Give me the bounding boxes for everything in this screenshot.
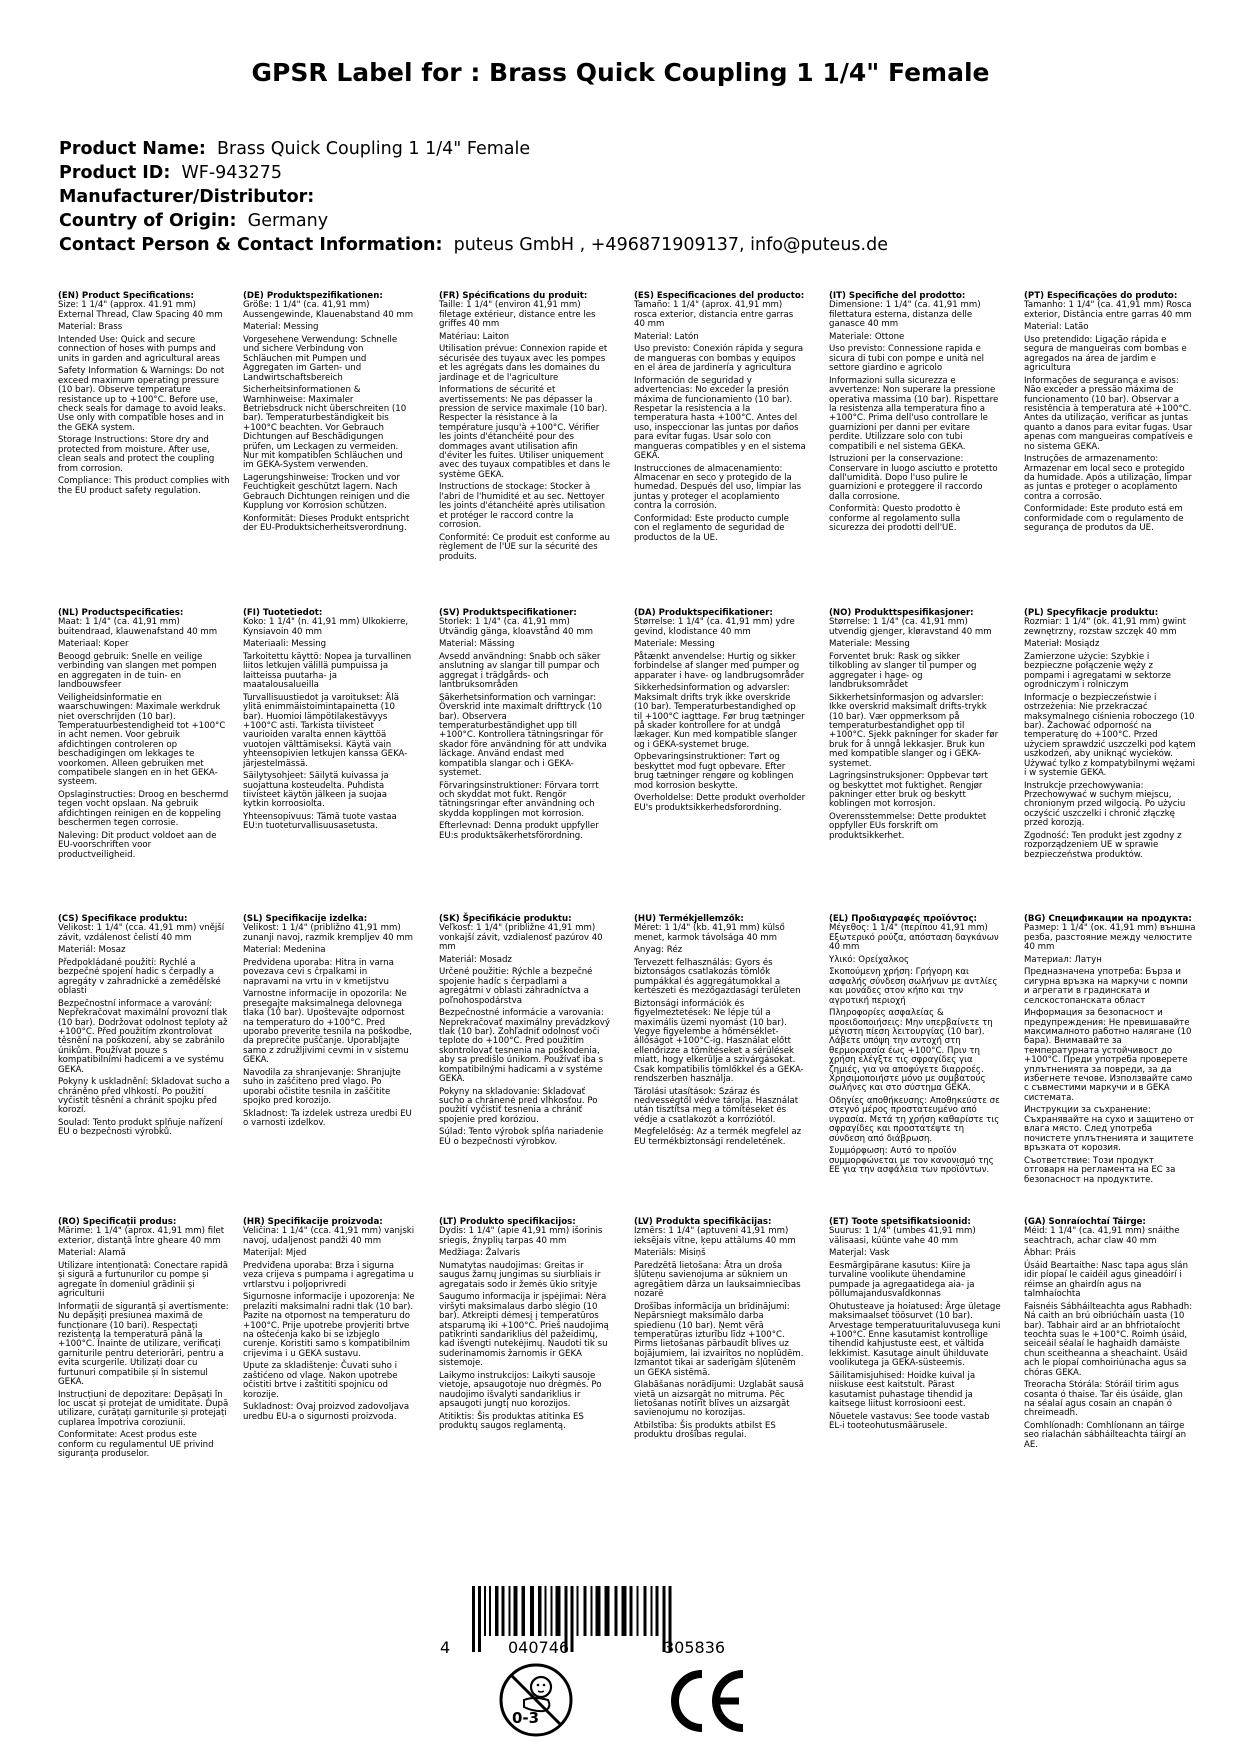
language-heading: (PL) Specyfikacje produktu: [1024,608,1159,618]
spec-paragraph: Conformidade: Este produto está em conformidade com o regulamento de segurança de produtos da UE. [1024,504,1184,534]
manufacturer-label: Manufacturer/Distributor: [59,187,315,207]
language-heading: (HU) Termékjellemzők: [634,914,744,924]
spec-paragraph: Материал: Латун [1024,954,1102,965]
barcode-bar [489,1586,491,1636]
spec-paragraph: Paredzētā lietošana: Ātra un droša šļūteņu savienojuma ar sūkniem un agregātiem dārza un lauksaimniecības nozarē [634,1261,801,1300]
spec-paragraph: Turvallisuustiedot ja varoitukset: Älä ylitä enimmäistoimintapainetta (10 bar). Huomioi lämpötilakestävyys +100°C asti. Tarkista tiivisteet vaurioiden varalta ennen käyttöä vuotojen välttämiseksi. Käytä vain yhteensopivien letkujen kanssa GEKA-järjestelmässä. [243,692,408,769]
spec-paragraph: Materiaali: Messing [243,639,327,650]
spec-paragraph: Yhteensopivuus: Tämä tuote vastaa EU:n tuoteturvallisuusasetusta. [243,812,397,832]
spec-paragraph: Numatytas naudojimas: Greitas ir saugus žarnų jungimas su siurbliais ir agregatais sodo ir žemės ūkio srityje [439,1261,601,1290]
barcode-bar [630,1586,633,1636]
spec-paragraph: Tarkoitettu käyttö: Nopea ja turvallinen liitos letkujen välillä pumpuissa ja laitteissa puutarha- ja maatalousalueilla [243,652,412,691]
spec-paragraph: Uso previsto: Connessione rapida e sicura di tubi con pompe e unità nel settore giardino e agricolo [829,344,985,374]
language-heading: (IT) Specifiche del prodotto: [829,291,966,301]
spec-paragraph: Material: Messing [243,322,319,333]
product-name-value: Brass Quick Coupling 1 1/4" Female [217,139,531,159]
language-block-ga [1024,1218,1196,1453]
barcode-bar [509,1586,511,1636]
spec-paragraph: Intended Use: Quick and secure connection of hoses with pumps and units in garden and agricultural areas [58,335,220,364]
language-heading: (BG) Спецификации на продукта: [1024,914,1192,924]
spec-paragraph: Materiale: Messing [634,639,715,650]
barcode-bar [637,1586,639,1636]
barcode-group-2: 305836 [664,1638,726,1657]
spec-paragraph: Σκοπούμενη χρήση: Γρήγορη και ασφαλής σύνδεση σωλήνων με αντλίες και μονάδες στον κήπο και την αγροτική περιοχή [829,967,998,1006]
language-block-sv [439,609,611,844]
spec-paragraph: Tamaño: 1 1/4" (aprox. 41,91 mm) rosca exterior, distancia entre garras 40 mm [634,300,794,330]
spec-paragraph: Предназначена употреба: Бърза и сигурна връзка на маркучи с помпи и агрегати в градинската и селскостопанската област [1024,967,1188,1006]
spec-paragraph: Instrucciones de almacenamiento: Almacenar en seco y protegido de la humedad. Después del uso, limpiar las juntas y proteger el acoplamiento contra la corrosión. [634,463,802,512]
spec-paragraph: Ábhar: Práis [1024,1248,1076,1259]
spec-paragraph: Atbilstība: Šis produkts atbilst ES produktu drošības regulai. [634,1421,776,1441]
language-heading: (NO) Produkttspesifikasjoner: [829,608,974,618]
barcode-bar [514,1586,518,1636]
spec-paragraph: Treoracha Stórála: Stóráil tirim agus cosanta ó thaise. Tar éis úsáide, glan na séalaí agus cosain an cnapán ó chreimeadh. [1024,1380,1183,1419]
spec-paragraph: Material: Brass [58,322,123,333]
language-block-it [829,292,1001,537]
spec-paragraph: Material: Mässing [439,639,515,650]
country-row [59,209,888,233]
barcode-bar [577,1586,579,1636]
barcode [440,1586,800,1656]
language-heading: (FR) Spécifications du produit: [439,291,588,301]
language-heading: (DA) Produktspecifikationer: [634,608,773,618]
spec-paragraph: Nõuetele vastavus: See toode vastab EL-i tooteohutusmäärusele. [829,1411,990,1432]
language-block-en [58,292,230,499]
spec-paragraph: Avsedd användning: Snabb och säker anslutning av slangar till pumpar och aggregat i trädgårds- och lantbruksområden [439,652,601,691]
contact-row [59,233,888,257]
language-heading: (DE) Produktspezifikationen: [243,291,383,301]
barcode-bar [522,1586,526,1636]
country-label: Country of Origin: [59,211,237,231]
spec-paragraph: Drošības informācija un brīdinājumi: Nepārsniegt maksimālo darba spiedienu (10 bar). Ņemt vērā temperatūras izturību līdz +100°C. Pirms lietošanas pārbaudīt blīves uz bojājumiem, lai izvairītos no noplūdēm. Izmantot tikai ar saderīgām šļūtenēm un GEKA sistēmā. [634,1301,804,1378]
spec-paragraph: Sukladnost: Ovaj proizvod zadovoljava uredbu EU-a o sigurnosti proizvoda. [243,1402,410,1422]
spec-paragraph: Biztonsági információk és figyelmeztetések: Ne lépje túl a maximális üzemi nyomást (10 bar). Vegye figyelembe a hőmérséklet-állóságot +100°C-ig. Használat előtt ellenőrizze a tömítéseket a sérülések miatt, hogy elkerülje a szivárgásokat. Csak kompatibilis tömlőkkel és a GEKA-rendszerben használja. [634,998,804,1085]
spec-paragraph: Πληροφορίες ασφαλείας & προειδοποιήσεις: Μην υπερβαίνετε τη μέγιστη πίεση λειτουργίας (10 bar). Λάβετε υπόψη την αντοχή στη θερμοκρασία έως +100°C. Πριν τη χρήση ελέγξτε τις σφραγίδες για ζημιές, για να αποφύγετε διαρροές. Χρησιμοποιήστε μόνο με συμβατούς σωλήνες και στο σύστημα GEKA. [829,1008,993,1094]
spec-paragraph: Conformità: Questo prodotto è conforme al regolamento sulla sicurezza dei prodotti dell'UE. [829,504,961,534]
spec-paragraph: Forventet bruk: Rask og sikker tilkobling av slanger til pumper og aggregater i hage- og landbruksområdet [829,652,977,691]
spec-paragraph: Medžiaga: Žalvaris [439,1248,520,1259]
spec-paragraph: Размер: 1 1/4" (ок. 41,91 mm) външна резба, разстояние между челюстите 40 mm [1024,923,1196,953]
spec-paragraph: Storage Instructions: Store dry and protected from moisture. After use, clean seals and protect the coupling from corrosion. [58,435,215,474]
spec-paragraph: Konformität: Dieses Produkt entspricht der EU-Produktsicherheitsverordnung. [243,513,410,534]
spec-paragraph: Uso previsto: Conexión rápida y segura de mangueras con bombas y equipos en el área de jardinería y agricultura [634,344,804,374]
spec-paragraph: Anyag: Réz [634,945,683,956]
barcode-bar [605,1586,610,1636]
spec-paragraph: Předpokládané použití: Rychlé a bezpečné spojení hadic s čerpadly a agregáty v zahradnické a zemědělské oblasti [58,958,221,997]
spec-paragraph: Lagerungshinweise: Trocken und vor Feuchtigkeit geschützt lagern. Nach Gebrauch Dichtungen reinigen und die Kupplung vor Korrosion schützen. [243,473,410,512]
spec-paragraph: Navodila za shranjevanje: Shranjujte suho in zaščiteno pred vlago. Po uporabi očistite tesnila in zaščitite spojko pred korozijo. [243,1067,401,1107]
spec-paragraph: Säilytysohjeet: Säilytä kuivassa ja suojattuna kosteudelta. Puhdista tiivisteet käytön jälkeen ja suojaa kytkin korroosiolta. [243,771,389,810]
spec-paragraph: Soulad: Tento produkt splňuje nařízení EU o bezpečnosti výrobků. [58,1118,223,1138]
spec-paragraph: Veličina: 1 1/4" (cca. 41,91 mm) vanjski navoj, udaljenost pandži 40 mm [243,1226,415,1246]
spec-paragraph: Información de seguridad y advertencias: No exceder la presión máxima de funcionamiento (10 bar). Respetar la resistencia a la temperatura hasta +100°C. Antes del uso, inspeccionar las juntas por daños para evitar fugas. Usar solo con mangueras compatibles y en el sistema GEKA. [634,375,806,462]
spec-paragraph: Laikymo instrukcijos: Laikyti sausoje vietoje, apsaugotoje nuo drėgmės. Po naudojimo išvalyti sandariklius ir apsaugoti jungtį nuo korozijos. [439,1370,602,1410]
language-block-el [829,915,1001,1179]
language-block-no [829,609,1001,844]
spec-paragraph: Vorgesehene Verwendung: Schnelle und sichere Verbindung von Schläuchen mit Pumpen und Aggregaten im Garten- und Landwirtschaftsbereich [243,335,398,383]
barcode-bar [530,1586,534,1636]
spec-paragraph: Predvidena uporaba: Hitra in varna povezava cevi s črpalkami in napravami na vrtu in v kmetijstvu [243,958,394,987]
spec-paragraph: Určené použitie: Rýchle a bezpečné spojenie hadíc s čerpadlami a agregátmi v oblasti záhradníctva a poľnohospodárstva [439,967,593,1006]
spec-paragraph: Materiale: Ottone [829,331,905,342]
spec-paragraph: Overensstemmelse: Dette produktet oppfyller EUs forskrift om produktsikkerhet. [829,812,987,841]
spec-paragraph: Súlad: Tento výrobok spĺňa nariadenie EÚ o bezpečnosti výrobkov. [439,1127,604,1147]
spec-paragraph: Informații de siguranță și avertismente: Nu depășiți presiunea maximă de funcționare (10 bari). Respectați rezistența la temperatură până la +100°C. Înainte de utilizare, verificați garniturile pentru deteriorări, pentru a evita scurgerile. Utilizați doar cu furtunuri compatibile și în sistemul GEKA. [58,1301,229,1388]
product-name-label: Product Name: [59,139,206,159]
spec-paragraph: Инструкции за съхранение: Съхранявайте на сухо и защитено от влага място. След употреба почистете уплътненията и защитете връзката от корозия. [1024,1105,1195,1154]
language-heading: (EL) Προδιαγραφές προϊόντος: [829,914,977,924]
spec-paragraph: Megfelelőség: Az a termék megfelel az EU termékbiztonsági rendeletének. [634,1127,802,1147]
spec-paragraph: Förvaringsinstruktioner: Förvara torrt och skyddat mot fukt. Rengör tätningsringar efter användning och skydda kopplingen mot korrosion. [439,780,599,819]
spec-paragraph: Materijal: Mjed [243,1248,307,1259]
spec-paragraph: Predviđena uporaba: Brza i sigurna veza crijeva s pumpama i agregatima u vrtlarstvu i poljoprivredi [243,1261,414,1290]
spec-paragraph: Conformidad: Este producto cumple con el reglamento de seguridad de productos de la UE. [634,513,789,543]
spec-paragraph: Dimensione: 1 1/4" (ca. 41,91 mm) filettatura esterna, distanza delle ganasce 40 mm [829,300,981,330]
spec-paragraph: Faisnéis Sábháilteachta agus Rabhadh: Ná caith an brú oibriúcháin uasta (10 bar). Tabhair aird ar an bhfriotaíocht teochta suas le +100°C. Roimh úsáid, seiceáil séalaí le haghaidh damáiste chun sceitheanna a sheachaint. Úsáid ach le píopaí comhoiriúnacha agus sa chóras GEKA. [1024,1301,1193,1378]
spec-paragraph: Mărime: 1 1/4" (aprox. 41,91 mm) filet exterior, distanță între gheare 40 mm [58,1226,225,1246]
spec-paragraph: Bezpečnostné informácie a varovania: Neprekračovať maximálny prevádzkový tlak (10 bar). Zohľadniť odolnosť voči teplote do +100°C. Pred použitím skontrolovať tesnenia na poškodenia, aby sa predišlo únikom. Používať iba s kompatibilnými hadicami a v systéme GEKA. [439,1008,610,1085]
spec-paragraph: Tamanho: 1 1/4" (ca. 41,91 mm) Rosca exterior, Distância entre garras 40 mm [1024,300,1192,320]
spec-paragraph: Size: 1 1/4" (approx. 41.91 mm) External Thread, Claw Spacing 40 mm [58,300,223,320]
product-id-row [59,161,888,185]
spec-paragraph: Materiál: Mosaz [58,945,126,956]
spec-paragraph: Naleving: Dit product voldoet aan de EU-voorschriften voor productveiligheid. [58,830,217,860]
language-block-lv [634,1218,806,1444]
spec-paragraph: Materiāls: Misiņš [634,1248,706,1259]
barcode-bar [551,1586,553,1636]
barcode-bar [484,1586,486,1636]
spec-paragraph: Utilizare intenționată: Conectare rapidă și sigură a furtunurilor cu pompe și agregate în domeniul grădinii și agriculturii [58,1261,228,1300]
spec-paragraph: Säkerhetsinformation och varningar: Överskrid inte maximalt drifttryck (10 bar). Observera temperaturbeständighet upp till +100°C. Kontrollera tätningsringar för skador före användning för att undvika läckage. Använd endast med kompatibla slangar och i GEKA-systemet. [439,692,607,779]
spec-paragraph: Koko: 1 1/4" (n. 41,91 mm) Ulkokierre, Kynsiavoin 40 mm [243,617,409,637]
spec-paragraph: Taille: 1 1/4" (environ 41,91 mm) filetage extérieur, distance entre les griffes 40 mm [439,300,596,330]
language-block-pl [1024,609,1196,863]
not-for-children-icon [498,1662,574,1738]
language-heading: (PT) Especificações do produto: [1024,291,1178,301]
barcode-bar [571,1586,574,1652]
spec-paragraph: Efterlevnad: Denna produkt uppfyller EU:s produktsäkerhetsförordning. [439,821,599,841]
spec-paragraph: Ohutusteave ja hoiatused: Ärge ületage maksimaalset töösurvet (10 bar). Arvestage temperatuuritaluvusega kuni +100°C. Enne kasutamist kontrollige tihendid kahjustuste eest, et vältida lekkimist. Kasutage ainult ühilduvate voolikutega ja GEKA-süsteemis. [829,1301,1001,1369]
spec-paragraph: Skladnost: Ta izdelek ustreza uredbi EU o varnosti izdelkov. [243,1108,412,1129]
barcode-bar [656,1586,659,1636]
language-heading: (RO) Specificații produs: [58,1217,177,1227]
spec-paragraph: Информация за безопасност и предупреждения: Не превишавайте максималното работно налягане (10 бара). Внимавайте за температурната устойчивост до +100°C. Преди употреба проверете уплътненията за повреди, за да избегнете течове. Използвайте само с съвместими маркучи и в GEKA системата. [1024,1008,1193,1103]
ce-mark-icon [667,1668,747,1734]
spec-paragraph: Lagringsinstruksjoner: Oppbevar tørt og beskyttet mot fuktighet. Rengjør pakninger etter bruk og beskytt koblingen mot korrosjon. [829,771,988,810]
spec-paragraph: Sikkerhetsinformasjon og advarsler: Ikke overskrid maksimalt drifts-trykk (10 bar). Vær oppmerksom på temperaturbestandighet opp til +100°C. Sjekk pakninger for skader før bruk for å unngå lekkasjer. Bruk kun med kompatible slanger og i GEKA-systemet. [829,692,999,769]
language-heading: (HR) Specifikacije proizvoda: [243,1217,383,1227]
language-block-sk [439,915,611,1150]
spec-paragraph: Eesmärgipärane kasutus: Kiire ja turvaline voolikute ühendamine pumpade ja agregaatidega aia- ja põllumajandusvaldkonnas [829,1261,975,1300]
language-block-fr [439,292,611,565]
barcode-bar [591,1586,593,1636]
language-block-sl [243,915,415,1132]
spec-paragraph: Beoogd gebruik: Snelle en veilige verbinding van slangen met pompen en aggregaten in de tuin- en landbouwsfeer [58,652,217,691]
language-block-fi [243,609,415,835]
barcode-bar [495,1586,499,1636]
spec-paragraph: Съответствие: Този продукт отговаря на регламента на ЕС за безопасност на продуктите. [1024,1155,1176,1185]
language-heading: (LT) Produkto specifikacijos: [439,1217,576,1227]
product-id-value: WF-943275 [181,163,282,183]
spec-paragraph: Συμμόρφωση: Αυτό το προϊόν συμμορφώνεται με τον κανονισμό της ΕΕ για την ασφάλεια των προϊόντων. [829,1146,994,1176]
spec-paragraph: Säilitamisjuhised: Hoidke kuival ja niiskuse eest kaitstult. Pärast kasutamist puhastage tihendid ja kaitsege liitust korrosiooni eest. [829,1370,976,1410]
spec-paragraph: Informazioni sulla sicurezza e avvertenze: Non superare la pressione operativa massima (10 bar). Rispettare la resistenza alla temperatura fino a +100°C. Prima dell'uso controllare le guarnizioni per danni per evitare perdite. Utilizzare solo con tubi compatibili e nel sistema GEKA. [829,375,999,452]
spec-paragraph: Opslaginstructies: Droog en beschermd tegen vocht opslaan. Na gebruik afdichtingen reinigen en de koppeling beschermen tegen corrosie. [58,790,229,829]
language-heading: (EN) Product Specifications: [58,291,194,301]
spec-paragraph: Größe: 1 1/4" (ca. 41,91 mm) Aussengewinde, Klauenabstand 40 mm [243,300,414,320]
barcode-bar [538,1586,542,1636]
language-block-pt [1024,292,1196,537]
spec-paragraph: Material: Medenina [243,945,326,956]
language-heading: (GA) Sonraíochtaí Táirge: [1024,1217,1146,1227]
spec-paragraph: Υλικό: Ορείχαλκος [829,954,910,965]
spec-paragraph: Material: Alamă [58,1248,126,1259]
language-heading: (SK) Špecifikácie produktu: [439,914,572,924]
spec-paragraph: Varnostne informacije in opozorila: Ne presegajte maksimalnega delovnega tlaka (10 bar). Upoštevajte odpornost na temperaturo do +100°C. Pred uporabo preverite tesnila na poškodbe, da preprečite puščanje. Uporabljajte samo z združljivimi cevmi in v sistemu GEKA. [243,989,413,1066]
barcode-bar [472,1586,475,1652]
spec-paragraph: Veiligheidsinformatie en waarschuwingen: Maximale werkdruk niet overschrijden (10 bar). Temperatuurbestendigheid tot +100°C in acht nemen. Voor gebruik afdichtingen controleren op beschadigingen om lekkages te voorkomen. Alleen gebruiken met compatibele slangen en in het GEKA-systeem. [58,692,226,788]
barcode-bar [596,1586,601,1636]
spec-paragraph: Velikost: 1 1/4" (približno 41,91 mm) zunanji navoj, razmik krempljev 40 mm [243,923,414,943]
spec-paragraph: Pokyny na skladovanie: Skladovať sucho a chránené pred vlhkosťou. Po použití vyčistiť tesnenia a chrániť spojenie pred koróziou. [439,1086,598,1125]
spec-paragraph: Påtænkt anvendelse: Hurtig og sikker forbindelse af slanger med pumper og apparater i have- og landbrugsområder [634,652,805,681]
product-name-row [59,137,888,161]
spec-paragraph: Comhlíonadh: Comhlíonann an táirge seo rialachán sábháilteachta táirgí an AE. [1024,1421,1187,1450]
spec-paragraph: Sicherheitsinformationen & Warnhinweise: Maximaler Betriebsdruck nicht überschreiten (10 bar). Temperaturbeständigkeit bis +100°C beachten. Vor Gebrauch Dichtungen auf Beschädigungen prüfen, um Leckagen zu vermeiden. Nur mit kompatiblen Schläuchen und im GEKA-System verwenden. [243,385,407,471]
language-block-hr [243,1218,415,1425]
spec-paragraph: Suurus: 1 1/4" (umbes 41,91 mm) välisaasi, küünte vahe 40 mm [829,1226,976,1246]
language-block-de [243,292,415,537]
spec-paragraph: Sikkerhedsinformation og advarsler: Maksimalt drifts tryk ikke overskride (10 bar). Temperaturbestandighed op til +100°C iagttage. Før brug tætninger på skader kontrollere for at undgå lækager. Kun med kompatible slanger og i GEKA-systemet bruge. [634,683,805,750]
language-heading: (ES) Especificaciones del producto: [634,291,805,301]
page-title: GPSR Label for : Brass Quick Coupling 1 1/4" Female [251,58,990,87]
contact-value: puteus GmbH , +496871909137, info@puteus.de [453,235,888,255]
spec-paragraph: Zamierzone użycie: Szybkie i bezpieczne połączenie węży z pompami i agregatami w sektorze ogrodniczym i rolniczym [1024,652,1172,691]
spec-paragraph: Informações de segurança e avisos: Não exceder a pressão máxima de funcionamento (10 bar). Observar a resistência à temperatura até +100°C. Antes da utilização, verificar as juntas quanto a danos para evitar fugas. Usar apenas com mangueiras compatíveis e no sistema GEKA. [1024,375,1193,452]
spec-paragraph: Úsáid Beartaithe: Nasc tapa agus slán idir píopaí le caidéil agus gineadóirí i réimse an ghairdín agus na talmhaíochta [1024,1261,1189,1300]
country-value: Germany [247,211,329,231]
language-heading: (FI) Tuotetiedot: [243,608,323,618]
barcode-bar [584,1586,587,1636]
language-heading: (NL) Productspecificaties: [58,608,184,618]
product-id-label: Product ID: [59,163,171,183]
spec-paragraph: Instructions de stockage: Stocker à l'abri de l'humidité et au sec. Nettoyer les joints d'étanchéité après utilisation et protéger le raccord contre la corrosion. [439,482,606,531]
spec-paragraph: Uso pretendido: Ligação rápida e segura de mangueiras com bombas e agregados na área de jardim e agricultura [1024,335,1187,374]
spec-paragraph: Saugumo informacija ir įspėjimai: Nėra viršyti maksimalaus darbo slėgio (10 bar). Atkreipti dėmesį į temperatūros atsparumą iki +100°C. Prieš naudojimą patikrinti sandariklius dėl pažeidimų, kad išvengti nutekėjimų. Naudoti tik su suderinamomis žarnomis ir GEKA sistemoje. [439,1292,609,1369]
language-heading: (SL) Specifikacije izdelka: [243,914,368,924]
barcode-bar [502,1586,505,1636]
spec-paragraph: Tervezett felhasználás: Gyors és biztonságos csatlakozás tömlők pumpákkal és aggregátumokkal a kertészeti és mezőgazdasági területen [634,958,801,997]
spec-paragraph: Materiale: Messing [829,639,910,650]
spec-paragraph: Tárolási utasítások: Száraz és nedvességtől védve tárolja. Használat után tisztítsa meg a tömítéseket és védje a csatlakozót a korróziótól. [634,1086,799,1125]
spec-paragraph: Conformitate: Acest produs este conform cu regulamentul UE privind siguranța produselor. [58,1430,214,1460]
language-block-ro [58,1218,230,1463]
barcode-bar [615,1586,618,1636]
spec-paragraph: Materiál: Mosadz [439,954,512,965]
barcode-bar [545,1586,547,1636]
spec-paragraph: Material: Latão [1024,322,1089,333]
barcode-lead-digit: 4 [440,1638,451,1657]
spec-paragraph: Upute za skladištenje: Čuvati suho i zaštićeno od vlage. Nakon upotrebe očistiti brtve i zaštititi spojnicu od korozije. [243,1361,398,1400]
spec-paragraph: Instrucțiuni de depozitare: Depășați în loc uscat și protejat de umiditate. După utilizare, curățați garniturile și protejați cuplarea împotriva coroziunii. [58,1389,229,1428]
manufacturer-row [59,185,888,209]
barcode-bar [622,1586,627,1636]
spec-paragraph: Matériau: Laiton [439,331,510,342]
language-block-es [634,292,806,546]
language-block-et [829,1218,1001,1435]
spec-paragraph: Conformité: Ce produit est conforme au règlement de l'UE sur la sécurité des produits. [439,532,610,562]
language-block-bg [1024,915,1196,1188]
language-block-cs [58,915,230,1141]
barcode-bar [556,1586,561,1636]
spec-paragraph: Størrelse: 1 1/4" (ca. 41,91 mm) ydre gevind, klodistance 40 mm [634,617,795,637]
spec-paragraph: Sigurnosne informacije i upozorenja: Ne prelaziti maksimalni radni tlak (10 bar). Pazite na otpornost na temperaturu do +100°C. Prije upotrebe provjeriti brtve na oštećenja kako bi se izbjeglo curenje. Koristiti samo s kompatibilnim crijevima i u GEKA sustavu. [243,1292,415,1359]
spec-paragraph: Velikost: 1 1/4" (cca. 41,91 mm) vnější závit, vzdálenost čelistí 40 mm [58,923,225,943]
language-block-da [634,609,806,816]
spec-paragraph: Utilisation prévue: Connexion rapide et sécurisée des tuyaux avec les pompes et les agrégats dans les domaines du jardinage et de l'agriculture [439,344,608,383]
language-block-nl [58,609,230,863]
spec-paragraph: Overholdelse: Dette produkt overholder EU's produktsikkerhedsforordning. [634,793,806,813]
spec-paragraph: Informacje o bezpieczeństwie i ostrzeżenia: Nie przekraczać maksymalnego ciśnienia roboczego (10 bar). Zachować odporność na temperaturę do +100°C. Przed użyciem sprawdzić uszczelki pod kątem uszkodzeń, aby uniknąć wycieków. Używać tylko z kompatybilnymi wężami i w systemie GEKA. [1024,692,1196,779]
barcode-group-1: 040746 [508,1638,570,1657]
spec-paragraph: Safety Information & Warnings: Do not exceed maximum operating pressure (10 bar). Observe temperature resistance up to +100°C. Before use, check seals for damage to avoid leaks. Use only with compatible hoses and in the GEKA system. [58,366,226,433]
barcode-bar [478,1586,481,1652]
barcode-bar [651,1586,653,1636]
barcode-bar [644,1586,647,1636]
spec-paragraph: Veľkosť: 1 1/4" (približne 41,91 mm) vonkajší závit, vzdialenosť pazúrov 40 mm [439,923,603,953]
spec-paragraph: Informations de sécurité et avertissements: Ne pas dépasser la pression de service maximale (10 bar). Respecter la résistance à la température jusqu'à +100°C. Vérifier les joints d'étanchéité pour des dommages avant utilisation afin d'éviter les fuites. Utiliser uniquement avec des tuyaux compatibles et dans le système GEKA. [439,385,611,480]
spec-paragraph: Opbevaringsinstruktioner: Tørt og beskyttet mod fugt opbevare. Efter brug tætninger rengøre og koblingen mod korrosion beskytte. [634,752,794,791]
product-meta [59,137,888,257]
spec-paragraph: Μέγεθος: 1 1/4" (περίπου 41,91 mm) Εξωτερικό ρούζα, απόσταση δαγκάνων 40 mm [829,923,999,953]
spec-paragraph: Zgodność: Ten produkt jest zgodny z rozporządzeniem UE w sprawie bezpieczeństwa produktów. [1024,830,1182,860]
language-block-hu [634,915,806,1150]
spec-paragraph: Materiaal: Koper [58,639,129,650]
contact-label: Contact Person & Contact Information: [59,235,443,255]
spec-paragraph: Méret: 1 1/4" (kb. 41,91 mm) külső menet, karmok távolsága 40 mm [634,923,785,943]
spec-paragraph: Compliance: This product complies with the EU product safety regulation. [58,476,230,496]
spec-paragraph: Instrukcje przechowywania: Przechowywać w suchym miejscu, chronionym przed wilgocią. Po użyciu oczyścić uszczelki i chronić złączkę przed korozją. [1024,780,1186,829]
language-heading: (CS) Specifikace produktu: [58,914,188,924]
spec-paragraph: Bezpečnostní informace a varování: Nepřekračovat maximální provozní tlak (10 bar). Dodržovat odolnost teploty až +100°C. Před použitím zkontrolovat těsnění na poškození, aby se zabránilo únikům. Používat pouze s kompatibilními hadicemi a ve systému GEKA. [58,998,228,1075]
spec-paragraph: Material: Latón [634,331,699,342]
spec-paragraph: Storlek: 1 1/4" (ca. 41,91 mm) Utvändig gänga, kloavstånd 40 mm [439,617,593,637]
spec-paragraph: Rozmiar: 1 1/4" (ok. 41,91 mm) gwint zewnętrzny, rozstaw szczęk 40 mm [1024,617,1187,637]
spec-paragraph: Instruções de armazenamento: Armazenar em local seco e protegido da humidade. Após a utilização, limpar as juntas e proteger o acoplamento contra a corrosão. [1024,454,1192,502]
spec-paragraph: Izmērs: 1 1/4" (aptuveni 41,91 mm) ieksējais vītne, ķepu attālums 40 mm [634,1226,796,1246]
spec-paragraph: Materiał: Mosiądz [1024,639,1100,650]
spec-paragraph: Méid: 1 1/4" (ca. 41,91 mm) snáithe seachtrach, achar claw 40 mm [1024,1226,1180,1246]
spec-paragraph: Dydis: 1 1/4" (apie 41,91 mm) išorinis sriegis, žnyplių tarpas 40 mm [439,1226,603,1246]
spec-paragraph: Istruzioni per la conservazione: Conservare in luogo asciutto e protetto dall'umidità. Dopo l'uso pulire le guarnizioni e proteggere il raccordo dalla corrosione. [829,454,998,502]
spec-paragraph: Materjal: Vask [829,1248,890,1259]
spec-paragraph: Maat: 1 1/4" (ca. 41,91 mm) buitendraad, klauwenafstand 40 mm [58,617,218,637]
spec-paragraph: Οδηγίες αποθήκευσης: Αποθηκεύστε σε στεγνό μέρος προστατευμένο από υγρασία. Μετά τη χρήση καθαρίστε τις σφραγίδες και προστατέψτε τη σύνδεση από διάβρωση. [829,1096,1000,1144]
spec-paragraph: Størrelse: 1 1/4" (ca. 41,91 mm) utvendig gjenger, kløravstand 40 mm [829,617,992,637]
spec-paragraph: Pokyny k uskladnění: Skladovat sucho a chráněno před vlhkostí. Po použití vyčistit těsnění a chránit spojku před korozí. [58,1077,230,1116]
language-heading: (LV) Produkta specifikācijas: [634,1217,772,1227]
spec-paragraph: Atitiktis: Šis produktas atitinka ES produktų saugos reglamentą. [439,1411,584,1432]
language-block-lt [439,1218,611,1435]
language-heading: (ET) Toote spetsifikatsioonid: [829,1217,971,1227]
spec-paragraph: Glabāšanas norādījumi: Uzglabāt sausā vietā un aizsargāt no mitruma. Pēc lietošanas notīrīt blīves un aizsargāt savienojumu no korozijas. [634,1380,804,1419]
language-heading: (SV) Produktspecifikationer: [439,608,577,618]
age-label: 0-3 [512,1709,540,1727]
